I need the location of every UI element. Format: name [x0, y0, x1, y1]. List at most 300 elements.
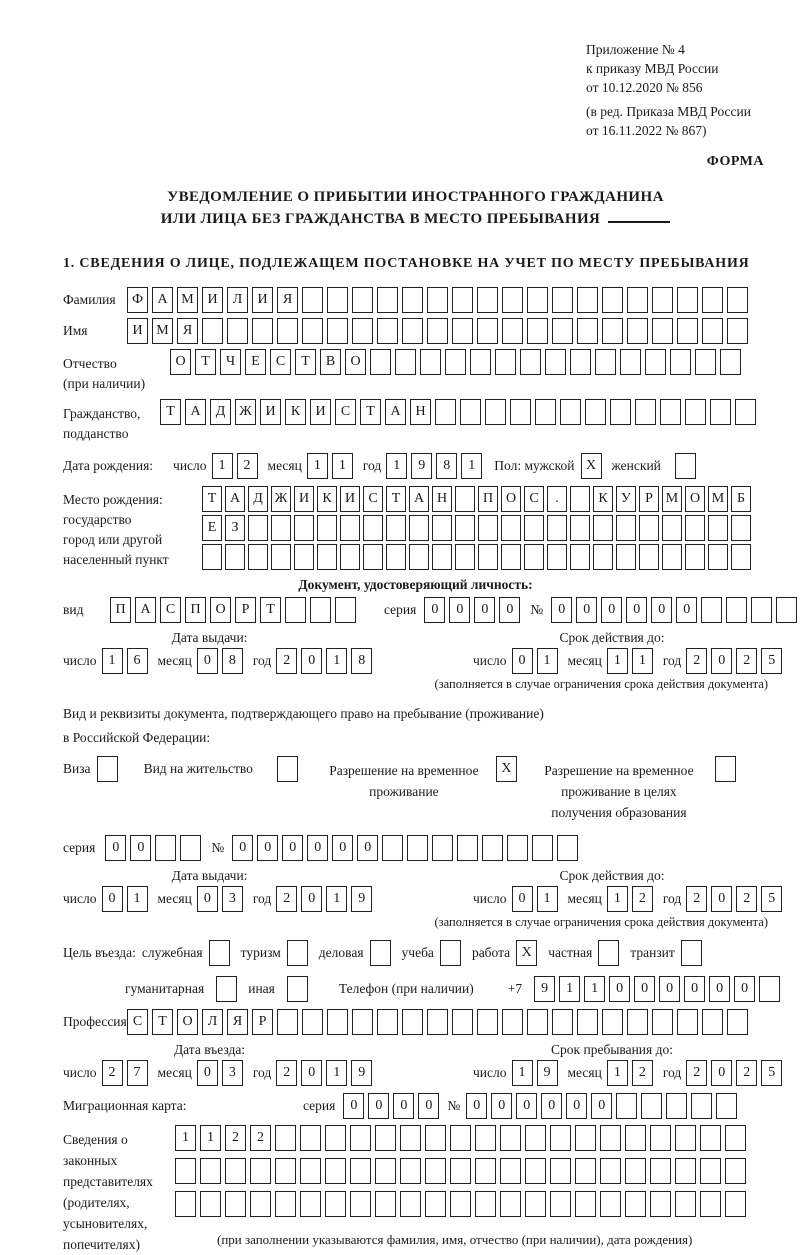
char-box[interactable]	[547, 515, 567, 541]
checkbox[interactable]: X	[496, 756, 517, 782]
char-box[interactable]: 1	[607, 648, 628, 674]
char-box[interactable]	[625, 1125, 646, 1151]
char-box[interactable]	[302, 318, 323, 344]
char-box[interactable]: К	[285, 399, 306, 425]
char-box[interactable]	[685, 399, 706, 425]
char-box[interactable]	[616, 544, 636, 570]
char-box[interactable]	[478, 515, 498, 541]
char-box[interactable]: 0	[676, 597, 697, 623]
char-box[interactable]	[502, 1009, 523, 1035]
char-box[interactable]	[335, 597, 356, 623]
checkbox[interactable]	[216, 976, 237, 1002]
char-box[interactable]	[375, 1158, 396, 1184]
char-box[interactable]: 0	[393, 1093, 414, 1119]
char-box[interactable]	[725, 1125, 746, 1151]
char-box[interactable]: Я	[177, 318, 198, 344]
char-box[interactable]	[600, 1191, 621, 1217]
char-box[interactable]: 1	[326, 886, 347, 912]
char-box[interactable]	[731, 544, 751, 570]
char-box[interactable]: 2	[686, 886, 707, 912]
char-box[interactable]: М	[708, 486, 728, 512]
char-box[interactable]	[370, 349, 391, 375]
char-box[interactable]: Ж	[235, 399, 256, 425]
char-box[interactable]	[248, 515, 268, 541]
char-box[interactable]: Л	[202, 1009, 223, 1035]
char-box[interactable]	[577, 318, 598, 344]
char-box[interactable]	[550, 1158, 571, 1184]
char-box[interactable]	[575, 1191, 596, 1217]
char-box[interactable]	[720, 349, 741, 375]
char-box[interactable]	[616, 1093, 637, 1119]
char-box[interactable]: 2	[736, 648, 757, 674]
char-box[interactable]	[625, 1191, 646, 1217]
char-box[interactable]	[725, 1191, 746, 1217]
char-box[interactable]	[593, 515, 613, 541]
char-box[interactable]	[759, 976, 780, 1002]
char-box[interactable]	[700, 1125, 721, 1151]
char-box[interactable]	[600, 1125, 621, 1151]
char-box[interactable]	[702, 1009, 723, 1035]
char-box[interactable]	[427, 287, 448, 313]
char-box[interactable]	[317, 544, 337, 570]
char-box[interactable]	[400, 1125, 421, 1151]
char-box[interactable]	[700, 1191, 721, 1217]
char-box[interactable]: 2	[686, 648, 707, 674]
char-box[interactable]: И	[340, 486, 360, 512]
char-box[interactable]	[180, 835, 201, 861]
char-box[interactable]	[545, 349, 566, 375]
char-box[interactable]: 0	[576, 597, 597, 623]
char-box[interactable]	[395, 349, 416, 375]
char-box[interactable]	[407, 835, 428, 861]
char-box[interactable]: 2	[237, 453, 258, 479]
char-box[interactable]	[575, 1125, 596, 1151]
char-box[interactable]	[652, 318, 673, 344]
char-box[interactable]: 0	[474, 597, 495, 623]
char-box[interactable]	[285, 597, 306, 623]
char-box[interactable]: Ф	[127, 287, 148, 313]
char-box[interactable]	[652, 287, 673, 313]
char-box[interactable]: 0	[197, 886, 218, 912]
char-box[interactable]: С	[160, 597, 181, 623]
char-box[interactable]	[275, 1158, 296, 1184]
char-box[interactable]	[602, 1009, 623, 1035]
char-box[interactable]	[300, 1125, 321, 1151]
char-box[interactable]	[570, 544, 590, 570]
checkbox[interactable]	[681, 940, 702, 966]
char-box[interactable]: 0	[307, 835, 328, 861]
char-box[interactable]	[552, 287, 573, 313]
char-box[interactable]: 0	[301, 1060, 322, 1086]
char-box[interactable]: Т	[386, 486, 406, 512]
char-box[interactable]: 0	[197, 648, 218, 674]
char-box[interactable]: С	[335, 399, 356, 425]
char-box[interactable]	[502, 318, 523, 344]
char-box[interactable]: 0	[232, 835, 253, 861]
char-box[interactable]: 0	[601, 597, 622, 623]
char-box[interactable]: 1	[175, 1125, 196, 1151]
char-box[interactable]	[500, 1125, 521, 1151]
char-box[interactable]	[550, 1125, 571, 1151]
char-box[interactable]	[495, 349, 516, 375]
char-box[interactable]: 1	[607, 1060, 628, 1086]
char-box[interactable]	[525, 1191, 546, 1217]
char-box[interactable]	[402, 287, 423, 313]
char-box[interactable]	[616, 515, 636, 541]
char-box[interactable]: 0	[659, 976, 680, 1002]
char-box[interactable]: З	[225, 515, 245, 541]
char-box[interactable]	[627, 1009, 648, 1035]
char-box[interactable]: Я	[277, 287, 298, 313]
char-box[interactable]: С	[524, 486, 544, 512]
char-box[interactable]: М	[662, 486, 682, 512]
char-box[interactable]	[716, 1093, 737, 1119]
char-box[interactable]: Р	[235, 597, 256, 623]
char-box[interactable]: 2	[225, 1125, 246, 1151]
char-box[interactable]	[507, 835, 528, 861]
char-box[interactable]: 2	[276, 1060, 297, 1086]
char-box[interactable]	[625, 1158, 646, 1184]
checkbox[interactable]	[598, 940, 619, 966]
char-box[interactable]: 3	[222, 886, 243, 912]
char-box[interactable]: О	[177, 1009, 198, 1035]
char-box[interactable]	[227, 318, 248, 344]
char-box[interactable]	[639, 515, 659, 541]
char-box[interactable]	[662, 515, 682, 541]
char-box[interactable]: С	[363, 486, 383, 512]
char-box[interactable]	[650, 1158, 671, 1184]
char-box[interactable]	[363, 515, 383, 541]
char-box[interactable]: 0	[102, 886, 123, 912]
char-box[interactable]	[271, 515, 291, 541]
char-box[interactable]	[727, 318, 748, 344]
checkbox[interactable]	[287, 940, 308, 966]
char-box[interactable]: 0	[516, 1093, 537, 1119]
char-box[interactable]: А	[225, 486, 245, 512]
checkbox[interactable]: X	[516, 940, 537, 966]
char-box[interactable]: Н	[410, 399, 431, 425]
char-box[interactable]	[550, 1191, 571, 1217]
char-box[interactable]: 1	[559, 976, 580, 1002]
char-box[interactable]	[776, 597, 797, 623]
char-box[interactable]	[639, 544, 659, 570]
char-box[interactable]: 2	[632, 886, 653, 912]
char-box[interactable]: 0	[368, 1093, 389, 1119]
char-box[interactable]	[557, 835, 578, 861]
char-box[interactable]: 2	[102, 1060, 123, 1086]
char-box[interactable]: И	[127, 318, 148, 344]
char-box[interactable]: И	[202, 287, 223, 313]
char-box[interactable]	[695, 349, 716, 375]
char-box[interactable]: Я	[227, 1009, 248, 1035]
char-box[interactable]: Е	[202, 515, 222, 541]
char-box[interactable]	[200, 1158, 221, 1184]
char-box[interactable]	[275, 1191, 296, 1217]
char-box[interactable]	[271, 544, 291, 570]
char-box[interactable]: А	[185, 399, 206, 425]
char-box[interactable]: 1	[326, 648, 347, 674]
char-box[interactable]	[727, 287, 748, 313]
char-box[interactable]	[377, 318, 398, 344]
char-box[interactable]	[670, 349, 691, 375]
char-box[interactable]: И	[310, 399, 331, 425]
char-box[interactable]	[427, 318, 448, 344]
char-box[interactable]	[731, 515, 751, 541]
char-box[interactable]	[302, 287, 323, 313]
char-box[interactable]	[425, 1158, 446, 1184]
char-box[interactable]: Т	[160, 399, 181, 425]
char-box[interactable]	[375, 1125, 396, 1151]
char-box[interactable]	[577, 1009, 598, 1035]
char-box[interactable]	[482, 835, 503, 861]
char-box[interactable]: 0	[130, 835, 151, 861]
char-box[interactable]	[475, 1191, 496, 1217]
char-box[interactable]	[450, 1158, 471, 1184]
char-box[interactable]	[501, 544, 521, 570]
char-box[interactable]: Т	[295, 349, 316, 375]
char-box[interactable]	[701, 597, 722, 623]
char-box[interactable]	[502, 287, 523, 313]
char-box[interactable]	[382, 835, 403, 861]
char-box[interactable]: 1	[632, 648, 653, 674]
char-box[interactable]	[532, 835, 553, 861]
char-box[interactable]	[300, 1158, 321, 1184]
char-box[interactable]	[675, 1191, 696, 1217]
char-box[interactable]: 5	[761, 886, 782, 912]
char-box[interactable]: П	[185, 597, 206, 623]
char-box[interactable]	[155, 835, 176, 861]
char-box[interactable]	[455, 544, 475, 570]
char-box[interactable]: М	[152, 318, 173, 344]
char-box[interactable]: А	[409, 486, 429, 512]
char-box[interactable]: 0	[591, 1093, 612, 1119]
char-box[interactable]	[202, 318, 223, 344]
char-box[interactable]	[277, 318, 298, 344]
char-box[interactable]	[524, 515, 544, 541]
char-box[interactable]	[352, 287, 373, 313]
char-box[interactable]	[552, 1009, 573, 1035]
char-box[interactable]: Ж	[271, 486, 291, 512]
char-box[interactable]	[409, 515, 429, 541]
checkbox[interactable]	[209, 940, 230, 966]
char-box[interactable]	[302, 1009, 323, 1035]
char-box[interactable]: Т	[195, 349, 216, 375]
char-box[interactable]	[425, 1191, 446, 1217]
checkbox[interactable]	[675, 453, 696, 479]
char-box[interactable]: 0	[332, 835, 353, 861]
char-box[interactable]	[708, 515, 728, 541]
char-box[interactable]: О	[210, 597, 231, 623]
char-box[interactable]: 0	[609, 976, 630, 1002]
char-box[interactable]	[552, 318, 573, 344]
char-box[interactable]	[252, 318, 273, 344]
char-box[interactable]	[478, 544, 498, 570]
char-box[interactable]	[570, 515, 590, 541]
char-box[interactable]	[452, 287, 473, 313]
char-box[interactable]: 0	[301, 886, 322, 912]
char-box[interactable]	[175, 1158, 196, 1184]
char-box[interactable]: С	[127, 1009, 148, 1035]
char-box[interactable]: 5	[761, 1060, 782, 1086]
char-box[interactable]	[225, 1191, 246, 1217]
char-box[interactable]: 1	[212, 453, 233, 479]
char-box[interactable]: 2	[276, 648, 297, 674]
char-box[interactable]: 0	[512, 648, 533, 674]
char-box[interactable]: Б	[731, 486, 751, 512]
char-box[interactable]	[350, 1158, 371, 1184]
char-box[interactable]	[325, 1191, 346, 1217]
char-box[interactable]: Д	[248, 486, 268, 512]
char-box[interactable]	[402, 1009, 423, 1035]
char-box[interactable]	[432, 544, 452, 570]
char-box[interactable]: 1	[127, 886, 148, 912]
char-box[interactable]: К	[317, 486, 337, 512]
char-box[interactable]	[294, 544, 314, 570]
char-box[interactable]	[685, 515, 705, 541]
char-box[interactable]	[570, 486, 590, 512]
char-box[interactable]	[525, 1158, 546, 1184]
char-box[interactable]	[652, 1009, 673, 1035]
char-box[interactable]	[735, 399, 756, 425]
char-box[interactable]: 1	[584, 976, 605, 1002]
char-box[interactable]	[425, 1125, 446, 1151]
char-box[interactable]: 0	[105, 835, 126, 861]
char-box[interactable]: К	[593, 486, 613, 512]
char-box[interactable]: 0	[711, 886, 732, 912]
char-box[interactable]: Н	[432, 486, 452, 512]
checkbox[interactable]	[370, 940, 391, 966]
char-box[interactable]: 0	[418, 1093, 439, 1119]
checkbox[interactable]	[287, 976, 308, 1002]
char-box[interactable]	[402, 318, 423, 344]
char-box[interactable]: 2	[250, 1125, 271, 1151]
char-box[interactable]	[524, 544, 544, 570]
char-box[interactable]: 2	[736, 886, 757, 912]
char-box[interactable]: 1	[537, 886, 558, 912]
char-box[interactable]	[400, 1158, 421, 1184]
char-box[interactable]	[363, 544, 383, 570]
char-box[interactable]	[527, 318, 548, 344]
char-box[interactable]	[585, 399, 606, 425]
checkbox[interactable]	[715, 756, 736, 782]
checkbox[interactable]: X	[581, 453, 602, 479]
char-box[interactable]: И	[294, 486, 314, 512]
char-box[interactable]	[726, 597, 747, 623]
char-box[interactable]: 1	[326, 1060, 347, 1086]
char-box[interactable]: 0	[499, 597, 520, 623]
char-box[interactable]	[317, 515, 337, 541]
char-box[interactable]: 0	[343, 1093, 364, 1119]
char-box[interactable]	[435, 399, 456, 425]
char-box[interactable]: 0	[257, 835, 278, 861]
char-box[interactable]	[427, 1009, 448, 1035]
char-box[interactable]	[666, 1093, 687, 1119]
char-box[interactable]	[627, 287, 648, 313]
char-box[interactable]	[300, 1191, 321, 1217]
char-box[interactable]	[602, 287, 623, 313]
char-box[interactable]	[645, 349, 666, 375]
char-box[interactable]: 8	[351, 648, 372, 674]
char-box[interactable]: 2	[632, 1060, 653, 1086]
char-box[interactable]: 9	[411, 453, 432, 479]
char-box[interactable]	[510, 399, 531, 425]
checkbox[interactable]	[277, 756, 298, 782]
char-box[interactable]	[386, 515, 406, 541]
char-box[interactable]: 8	[436, 453, 457, 479]
char-box[interactable]: 8	[222, 648, 243, 674]
char-box[interactable]	[450, 1191, 471, 1217]
char-box[interactable]	[527, 287, 548, 313]
char-box[interactable]: 2	[736, 1060, 757, 1086]
char-box[interactable]	[275, 1125, 296, 1151]
char-box[interactable]	[725, 1158, 746, 1184]
char-box[interactable]: 0	[282, 835, 303, 861]
char-box[interactable]	[685, 544, 705, 570]
char-box[interactable]	[400, 1191, 421, 1217]
char-box[interactable]	[700, 1158, 721, 1184]
char-box[interactable]: .	[547, 486, 567, 512]
char-box[interactable]	[751, 597, 772, 623]
char-box[interactable]: 1	[537, 648, 558, 674]
char-box[interactable]: Т	[152, 1009, 173, 1035]
char-box[interactable]	[310, 597, 331, 623]
char-box[interactable]	[225, 1158, 246, 1184]
char-box[interactable]: 0	[512, 886, 533, 912]
char-box[interactable]: А	[135, 597, 156, 623]
char-box[interactable]: 7	[127, 1060, 148, 1086]
char-box[interactable]: 0	[651, 597, 672, 623]
char-box[interactable]: 0	[551, 597, 572, 623]
char-box[interactable]	[475, 1158, 496, 1184]
char-box[interactable]: 0	[301, 648, 322, 674]
char-box[interactable]	[450, 1125, 471, 1151]
char-box[interactable]: 3	[222, 1060, 243, 1086]
char-box[interactable]: П	[478, 486, 498, 512]
char-box[interactable]: 0	[711, 648, 732, 674]
char-box[interactable]	[475, 1125, 496, 1151]
char-box[interactable]	[457, 835, 478, 861]
char-box[interactable]	[602, 318, 623, 344]
char-box[interactable]: 2	[686, 1060, 707, 1086]
char-box[interactable]: 1	[607, 886, 628, 912]
char-box[interactable]	[377, 287, 398, 313]
char-box[interactable]: Т	[360, 399, 381, 425]
char-box[interactable]	[547, 544, 567, 570]
char-box[interactable]	[500, 1158, 521, 1184]
char-box[interactable]	[575, 1158, 596, 1184]
char-box[interactable]: А	[385, 399, 406, 425]
char-box[interactable]	[675, 1125, 696, 1151]
char-box[interactable]	[294, 515, 314, 541]
char-box[interactable]: А	[152, 287, 173, 313]
char-box[interactable]	[520, 349, 541, 375]
char-box[interactable]: 0	[626, 597, 647, 623]
char-box[interactable]: И	[252, 287, 273, 313]
char-box[interactable]: 0	[466, 1093, 487, 1119]
char-box[interactable]	[340, 544, 360, 570]
char-box[interactable]: 6	[127, 648, 148, 674]
char-box[interactable]	[635, 399, 656, 425]
char-box[interactable]: Е	[245, 349, 266, 375]
char-box[interactable]	[477, 318, 498, 344]
char-box[interactable]: В	[320, 349, 341, 375]
char-box[interactable]	[702, 318, 723, 344]
char-box[interactable]	[660, 399, 681, 425]
char-box[interactable]	[595, 349, 616, 375]
char-box[interactable]	[627, 318, 648, 344]
char-box[interactable]	[325, 1158, 346, 1184]
char-box[interactable]: О	[170, 349, 191, 375]
